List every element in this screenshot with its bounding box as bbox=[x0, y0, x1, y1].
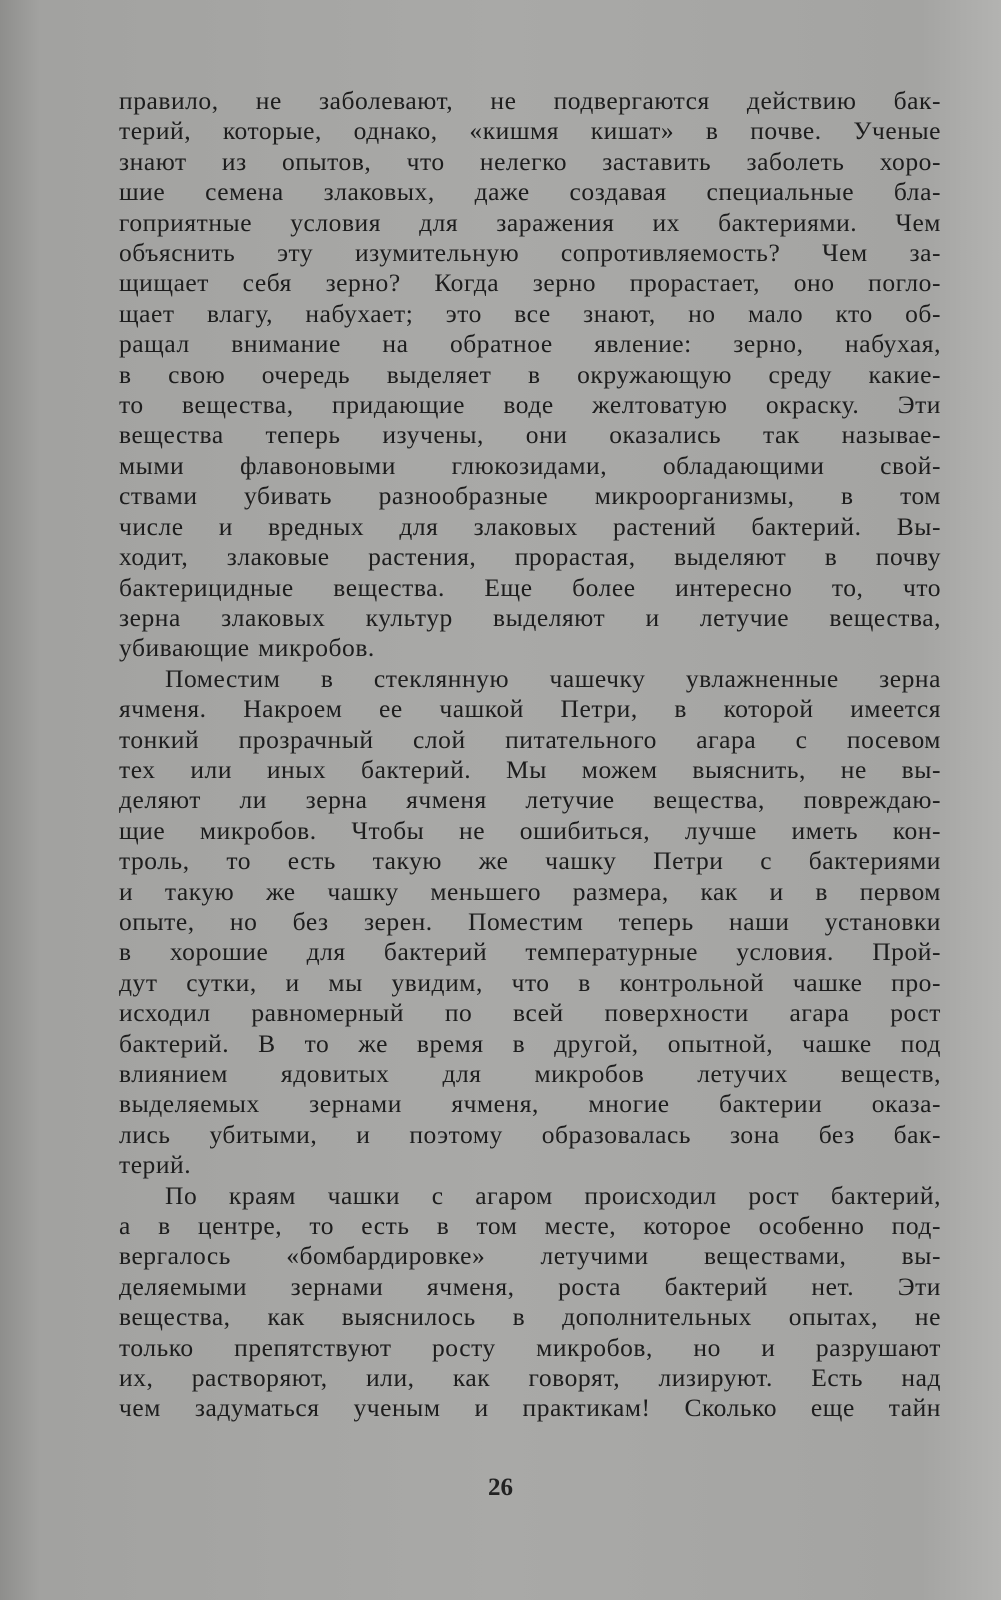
paragraph-1 bbox=[119, 86, 941, 664]
text-line: ращал внимание на обратное явление: зерно, набухая, bbox=[119, 329, 941, 359]
text-line: вещества теперь изучены, они оказались так называе- bbox=[119, 420, 941, 450]
text-line: убивающие микробов. bbox=[119, 633, 375, 663]
text-line: влиянием ядовитых для микробов летучих веществ, bbox=[119, 1059, 941, 1088]
text-line: выделяемых зернами ячменя, многие бактерии оказа- bbox=[119, 1089, 941, 1119]
text-line: чем задуматься ученым и практикам! Сколько еще тайн bbox=[119, 1393, 941, 1423]
text-line: правило, не заболевают, не подвергаются действию бак- bbox=[119, 86, 941, 115]
text-line: их, растворяют, или, как говорят, лизируют. Есть над bbox=[119, 1363, 941, 1393]
text-line: ходит, злаковые растения, прорастая, выделяют в почву bbox=[119, 542, 941, 572]
paragraph-2 bbox=[119, 664, 941, 1181]
text-line: мыми флавоновыми глюкозидами, обладающими свой- bbox=[119, 450, 941, 480]
text-line: зерна злаковых культур выделяют и летучие вещества, bbox=[119, 602, 941, 632]
text-line: ствами убивать разнообразные микроорганизмы, в том bbox=[119, 481, 941, 511]
text-line: а в центре, то есть в том месте, которое особенно под- bbox=[119, 1211, 941, 1241]
text-line: шие семена злаковых, даже создавая специальные бла- bbox=[119, 177, 941, 207]
text-line: деляют ли зерна ячменя летучие вещества, повреждаю- bbox=[119, 785, 941, 815]
text-line: опыте, но без зерен. Поместим теперь наши установки bbox=[119, 906, 941, 936]
text-line: то вещества, придающие воде желтоватую окраску. Эти bbox=[119, 390, 941, 420]
text-line: ячменя. Накроем ее чашкой Петри, в которой имеется bbox=[119, 694, 941, 724]
page-number: 26 bbox=[488, 1474, 513, 1501]
text-line: тех или иных бактерий. Мы можем выяснить, не вы- bbox=[119, 754, 941, 784]
text-line: терий. bbox=[119, 1150, 192, 1180]
text-line: щие микробов. Чтобы не ошибиться, лучше иметь кон- bbox=[119, 815, 941, 845]
text-line: и такую же чашку меньшего размера, как и в первом bbox=[119, 876, 941, 906]
text-line: троль, то есть такую же чашку Петри с бактериями bbox=[119, 846, 941, 876]
text-line: щает влагу, набухает; это все знают, но мало кто об- bbox=[119, 298, 941, 328]
text-line: гоприятные условия для заражения их бактериями. Чем bbox=[119, 207, 941, 237]
text-line: дут сутки, и мы увидим, что в контрольной чашке про- bbox=[119, 967, 941, 997]
text-line: бактерицидные вещества. Еще более интересно то, что bbox=[119, 572, 941, 602]
text-line: вещества, как выяснилось в дополнительных опытах, не bbox=[119, 1302, 941, 1332]
text-line: в хорошие для бактерий температурные условия. Прой- bbox=[119, 937, 941, 967]
body-text bbox=[119, 86, 941, 1424]
text-line: исходил равномерный по всей поверхности агара рост bbox=[119, 998, 941, 1028]
text-line: тонкий прозрачный слой питательного агара с посевом bbox=[119, 724, 941, 754]
text-line: терий, которые, однако, «кишмя кишат» в почве. Ученые bbox=[119, 116, 941, 146]
text-line: щищает себя зерно? Когда зерно прорастает, оно погло- bbox=[119, 268, 941, 298]
text-line: деляемыми зернами ячменя, роста бактерий нет. Эти bbox=[119, 1271, 941, 1301]
text-line: числе и вредных для злаковых растений бактерий. Вы- bbox=[119, 511, 941, 541]
text-line: По краям чашки с агаром происходил рост бактерий, bbox=[165, 1180, 941, 1210]
text-line: знают из опытов, что нелегко заставить заболеть хоро- bbox=[119, 146, 941, 176]
text-line: только препятствуют росту микробов, но и разрушают bbox=[119, 1332, 941, 1362]
text-line: Поместим в стеклянную чашечку увлажненные зерна bbox=[165, 663, 941, 693]
text-line: объяснить эту изумительную сопротивляемость? Чем за- bbox=[119, 238, 941, 268]
paragraph-3 bbox=[119, 1181, 941, 1424]
text-line: вергалось «бомбардировке» летучими веществами, вы- bbox=[119, 1241, 941, 1271]
text-line: лись убитыми, и поэтому образовалась зона без бак- bbox=[119, 1119, 941, 1149]
text-line: бактерий. В то же время в другой, опытной, чашке под bbox=[119, 1028, 941, 1058]
text-line: в свою очередь выделяет в окружающую среду какие- bbox=[119, 359, 941, 389]
